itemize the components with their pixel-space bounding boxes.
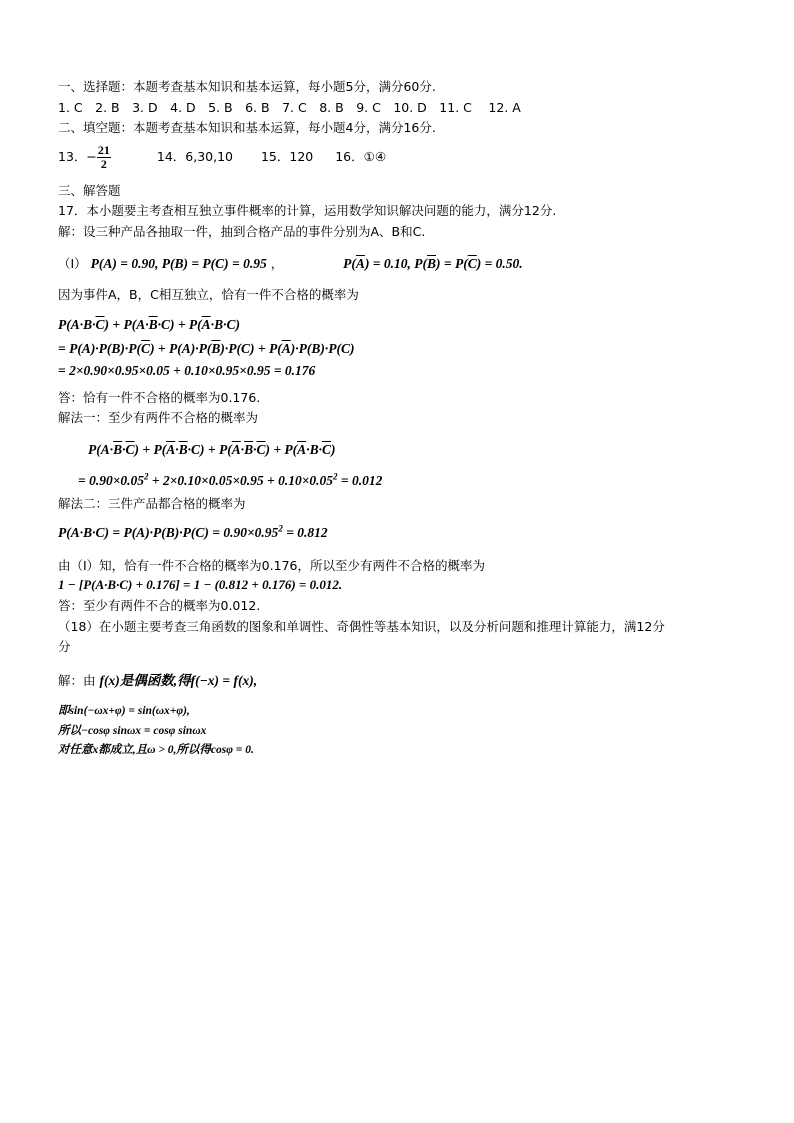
q13-numerator: 21 [97,143,110,157]
q18-intro-cont: 分 [58,639,71,654]
section2-title: 二、填空题：本题考查基本知识和基本运算，每小题4分，满分16分. [58,120,436,135]
at-least-two-result: = $0.90\times 0.05^2 + 2\times 0.10\times 0.05\times 0.95 + 0.10\times 0.05^2 = 0.012$ [78,471,383,488]
section3-title: 三、解答题 [58,183,121,198]
part1-label: （Ⅰ） [58,256,87,271]
q17-setup: 解：设三种产品各抽取一件，抽到合格产品的事件分别为A、B和C. [58,224,426,239]
q18-line-3: 对任意x都成立,且ω > 0,所以得cosφ = 0. [58,744,254,756]
q18-line-1: 即sin(−ωx+φ) = sin(ωx+φ), [58,705,190,717]
q17-part1-probabilities: （Ⅰ） P(A) = 0.90, P(B) = P(C) = 0.95 ， $P(\overline{A}) = 0.10$, $P(\overline{B}) = P(\overline{C}) = 0.50$. [58,256,523,271]
independence-statement: 因为事件A，B，C相互独立，恰有一件不合格的概率为 [58,287,359,302]
q15-answer: 15．120 [260,149,314,164]
fill-in-answers [58,142,386,172]
exactly-one-expansion: = $P(A)\cdot P(B)\cdot P(\overline{C}) + P(A)\cdot P(\overline{B})\cdot P(C) + P(\overline{A})\cdot P(B)\cdot P(C)$ [58,341,355,356]
q18-solution-eq: f(x)是偶函数,得f(−x) = f(x), [99,673,258,688]
q14-answer: 14．6,30,10 [156,149,233,164]
q18-intro: （18）在小题主要考查三角函数的图象和单调性、奇偶性等基本知识，以及分析问题和推理计算能力，满12分 [58,619,665,634]
final-equation: 1 − [P(A·B·C) + 0.176] = 1 − (0.812 + 0.176) = 0.012. [58,577,343,592]
q18-line-2: 所以−cosφ sinωx = cosφ sinωx [58,725,207,737]
q16-answer: 16．①④ [335,149,387,164]
from-part-1: 由（Ⅰ）知，恰有一件不合格的概率为0.176，所以至少有两件不合格的概率为 [58,558,485,573]
q18-solution [58,673,257,689]
q18-solution-lead: 解：由 [58,673,96,688]
q13-denominator: 2 [100,157,107,171]
complement-probabilities: $P(\overline{A}) = 0.10$, $P(\overline{B}) = P(\overline{C}) = 0.50$. [343,256,523,271]
exactly-one-formula: $P(A\cdot B\cdot\overline{C}) + P(A\cdot\overline{B}\cdot C) + P(\overline{A}\cdot B\cdot C)$ [58,317,240,332]
method-1-heading: 解法一：至少有两件不合格的概率为 [58,410,259,425]
method-2-heading: 解法二：三件产品都合格的概率为 [58,496,246,511]
section1-answers: 1. C 2. B 3. D 4. D 5. B 6. B 7. C 8. B 9. C 10. D 11. C 12. A [58,100,521,115]
all-qualified-formula: $P(A\cdot B\cdot C) = P(A)\cdot P(B)\cdot P(C) = 0.90\times 0.95^2 = 0.812$ [58,523,328,540]
q13-sign: − [86,149,97,164]
at-least-two-formula: $P(A\cdot\overline{B}\cdot\overline{C}) + P(\overline{A}\cdot\overline{B}\cdot C) + P(\overline{A}\cdot\overline{B}\cdot\overline{C}) + P(\overline{A}\cdot B\cdot\overline{C})$ [88,442,336,457]
answer-2: 答：至少有两件不合的概率为0.012. [58,598,261,613]
q17-intro: 17．本小题要主考查相互独立事件概率的计算，运用数学知识解决问题的能力，满分12分. [58,203,557,218]
q13-fraction [97,144,111,171]
section1-title: 一、选择题：本题考查基本知识和基本运算，每小题5分，满分60分. [58,79,436,94]
answer-1: 答：恰有一件不合格的概率为0.176. [58,390,261,405]
q13-label: 13． [58,149,87,164]
exactly-one-result: = 2×0.90×0.95×0.05 + 0.10×0.95×0.95 = 0.176 [58,363,316,378]
given-probabilities: P(A) = 0.90, P(B) = P(C) = 0.95 [90,256,267,271]
